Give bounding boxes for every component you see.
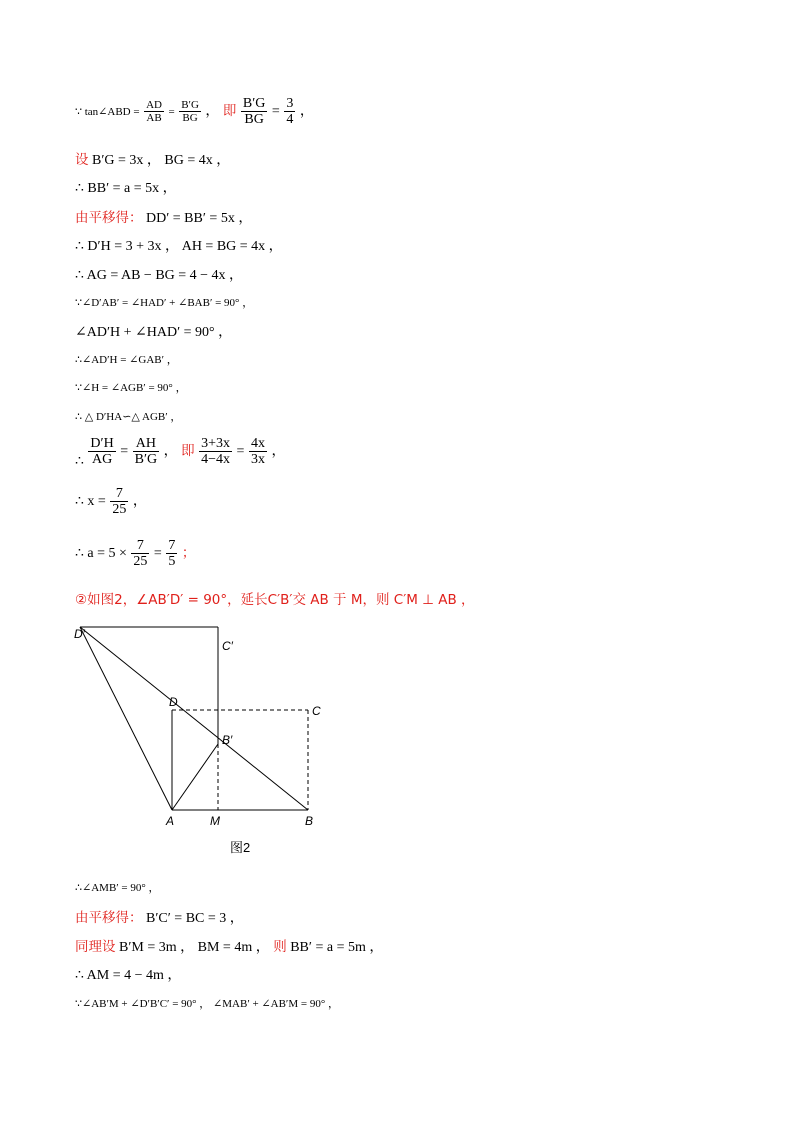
fraction-7-5: $\frac{7}{5}$ — [168, 538, 176, 570]
case-two-heading: ②如图2，∠AB′D′ = 90°，延长C′B′交 AB 于 M，则 C′M ⊥ AB ， — [75, 592, 475, 608]
fraction-3-3x: $\frac{3+3x}{4-4x}$ — [201, 436, 231, 468]
fraction-three-quarters: $\frac{3}{4}$ — [286, 96, 294, 128]
step-angle-sum-2: ∠AD′H + ∠HAD′ = 90° ， — [75, 325, 233, 340]
step-angle-sum-3: ∵∠AB′M + ∠D′B′C′ = 90° ， ∠MAB′ + ∠AB′M = 90° ， — [75, 998, 339, 1010]
fraction-bg-ratio-2: $\frac{B'G}{BG}$ — [242, 96, 266, 128]
step-similar-triangles: ∴ △ D′HA∽△ AGB′ ， — [75, 411, 182, 423]
fraction-7-25-b: $\frac{7}{25}$ — [133, 538, 148, 570]
fraction-dh-ag: $\frac{D'H}{AG}$ — [90, 436, 114, 468]
fraction-4x-3x: $\frac{4x}{3x}$ — [250, 436, 265, 468]
label-d-prime: D′ — [74, 627, 85, 641]
step-set-variable: 设 B′G = 3x ， BG = 4x ， — [75, 152, 231, 168]
step-set-m: 同理设 B′M = 3m ， BM = 4m ， 则 BB′ = a = 5m ， — [75, 939, 384, 955]
label-b-prime: B′ — [222, 733, 233, 747]
label-c-prime: C′ — [222, 639, 233, 653]
fraction-ad-ab: $\frac{AD}{AB}$ — [146, 99, 162, 125]
label-a: A — [166, 814, 175, 828]
step-ag: ∴ AG = AB − BG = 4 − 4x ， — [75, 268, 244, 283]
geometry-diagram — [60, 620, 360, 870]
fraction-ah-bg: $\frac{AH}{B'G}$ — [134, 436, 158, 468]
figure-2 — [60, 620, 360, 870]
fraction-7-25: $\frac{7}{25}$ — [112, 486, 127, 518]
step-solve-x: ∴ x = $\frac{7}{25}$ ， — [75, 486, 147, 518]
step-solve-a: ∴ a = 5 × $\frac{7}{25}$ = $\frac{7}{5}$ ； — [75, 538, 196, 570]
step-angle-equal: ∴∠AD′H = ∠GAB′ ， — [75, 354, 178, 366]
label-b: B — [305, 814, 314, 828]
step-bb-prime: ∴ BB′ = a = 5x ， — [75, 181, 177, 196]
figure-caption: 图2 — [230, 840, 251, 855]
step-translation-2: 由平移得： B′C′ = BC = 3 ， — [75, 910, 244, 926]
step-dh-ah: ∴ D′H = 3 + 3x ， AH = BG = 4x ， — [75, 239, 283, 254]
step-angle-sum-1: ∵∠D′AB′ = ∠HAD′ + ∠BAB′ = 90° ， — [75, 297, 254, 309]
step-amb-right: ∴∠AMB′ = 90° ， — [75, 882, 160, 894]
step-proportion: ∴ $\frac{D'H}{AG}$ = $\frac{AH}{B'G}$ ， 即 $\frac{3+3x}{4-4x}$ = $\frac{4x}{3x}$ ， — [75, 436, 286, 470]
label-d: D — [169, 695, 178, 709]
fraction-bg-ratio: $\frac{B'G}{BG}$ — [181, 99, 199, 125]
step-am: ∴ AM = 4 − 4m ， — [75, 968, 182, 983]
label-m: M — [210, 814, 220, 828]
step-translation: 由平移得： DD′ = BB′ = 5x ， — [75, 210, 253, 226]
step-right-angles: ∵∠H = ∠AGB′ = 90° ， — [75, 382, 187, 394]
label-c: C — [312, 704, 321, 718]
step-tan-ratio: ∵ tan∠ABD = $\frac{AD}{AB}$ = $\frac{B'G}{BG}$ ， 即 $\frac{B'G}{BG}$ = $\frac{3}{4}$ ， — [75, 96, 314, 128]
